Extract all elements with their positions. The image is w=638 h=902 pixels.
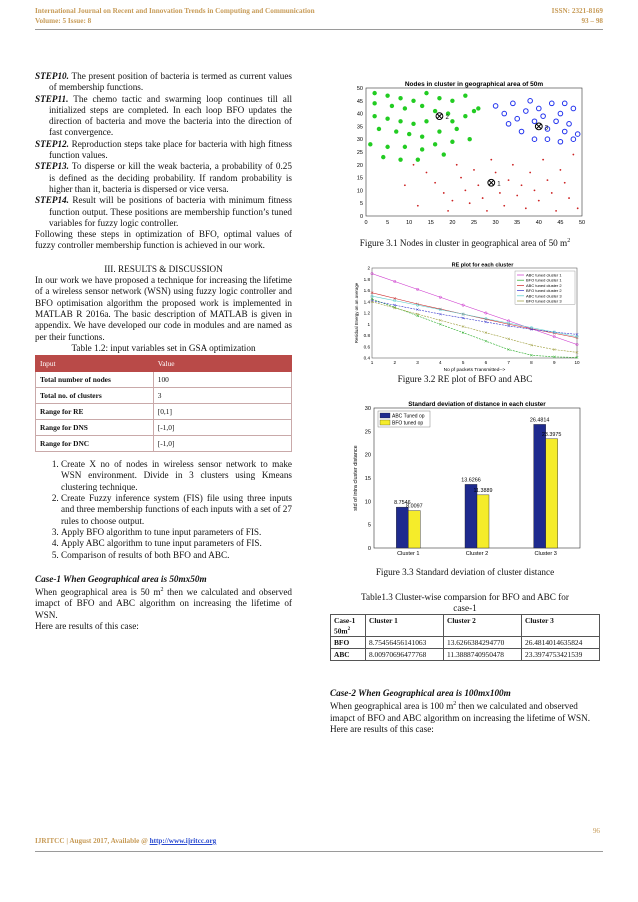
y-tick-label: 15 <box>356 175 363 182</box>
x-tick-label: 0 <box>364 220 368 226</box>
data-point <box>426 172 428 174</box>
data-point <box>424 91 428 95</box>
following-paragraph: Following these steps in optimization of BFO, optimal values of fuzzy controller membership function is achieved in our work. <box>35 229 292 251</box>
bar-chart <box>348 398 588 558</box>
figure-3-1-caption <box>330 238 600 248</box>
step-text: Reproduction steps take place for bacteria with high fitness function values. <box>49 138 292 161</box>
data-point <box>469 202 471 204</box>
data-point <box>486 210 488 212</box>
y-tick-label: 1.8 <box>363 276 370 282</box>
y-tick-label: 15 <box>364 476 371 482</box>
y-tick-label: 5 <box>367 522 371 529</box>
volume-issue: Volume: 5 Issue: 8 <box>35 17 92 25</box>
table-cell: 26.4814014635824 <box>522 637 600 649</box>
table-cell: 13.6266384294770 <box>444 637 522 649</box>
figure-3-2-caption: Figure 3.2 RE plot of BFO and ABC <box>397 374 533 384</box>
data-label: 23.3975 <box>541 431 562 438</box>
data-point <box>499 192 501 194</box>
y-tick-label: 30 <box>364 406 371 412</box>
data-point <box>450 140 454 144</box>
data-point <box>437 129 441 133</box>
table2-wrap <box>330 614 600 661</box>
x-tick-label: 35 <box>514 220 521 226</box>
y-tick-label: 0.6 <box>363 344 370 350</box>
data-point <box>534 190 536 192</box>
running-header <box>35 7 603 15</box>
table-cell: 3 <box>153 388 291 404</box>
table-header-cell: Cluster 2 <box>444 615 522 637</box>
legend-swatch <box>380 413 390 418</box>
y-tick-label: 50 <box>356 86 363 92</box>
data-point <box>460 177 462 179</box>
case2-heading: Case-2 When Geographical area is 100mx100m <box>330 688 511 698</box>
x-tick-label: 6 <box>484 360 488 365</box>
step-item <box>35 94 292 139</box>
data-label: 11.3889 <box>473 487 493 494</box>
data-point <box>473 169 475 171</box>
case-area: 50m <box>334 626 348 636</box>
x-tick-label: 7 <box>507 360 510 365</box>
data-point <box>568 197 570 199</box>
data-point <box>503 205 505 207</box>
table-row <box>331 649 600 661</box>
case1-text: When geographical area is 50 m <box>35 587 161 598</box>
input-variables-table <box>35 355 292 452</box>
table-header-row <box>331 615 600 637</box>
step-item <box>35 71 292 94</box>
data-point <box>403 145 407 149</box>
case2-text: When geographical area is 100 m <box>330 701 454 712</box>
y-tick-label: 1.6 <box>363 288 370 294</box>
figure-3-3 <box>348 398 588 558</box>
data-point <box>443 192 445 194</box>
table-cell: Total no. of clusters <box>36 388 154 404</box>
data-point <box>452 200 454 202</box>
page-range: 93 – 98 <box>581 17 603 25</box>
data-point <box>560 169 562 171</box>
case2-results-intro: Here are results of this case: <box>330 723 434 734</box>
x-tick-label: 25 <box>470 220 478 226</box>
y-tick-label: 25 <box>364 429 371 436</box>
step-item <box>35 195 292 229</box>
legend-swatch <box>380 420 390 425</box>
y-tick-label: 0 <box>367 546 371 552</box>
data-point <box>450 119 454 123</box>
table-row <box>36 436 292 452</box>
table1-caption: Table 1.2: input variables set in GSA optimization <box>71 342 256 353</box>
step-label: STEP11. <box>35 93 69 104</box>
case1-results-intro: Here are results of this case: <box>35 621 139 632</box>
table-row <box>331 637 600 649</box>
x-tick-label: 5 <box>461 360 465 365</box>
x-tick-label: 2 <box>393 360 397 365</box>
data-point <box>385 93 389 97</box>
footer-text: IJRITCC | August 2017, Available @ <box>35 837 150 845</box>
table-header-cell <box>331 615 366 637</box>
x-tick-label: 40 <box>535 220 542 226</box>
y-tick-label: 40 <box>356 111 363 118</box>
footer-rule <box>35 851 603 852</box>
data-point <box>385 117 389 121</box>
data-point <box>516 195 518 197</box>
data-point <box>572 154 574 156</box>
x-tick-label: 10 <box>406 220 413 226</box>
section-heading: III. RESULTS & DISCUSSION <box>104 263 223 274</box>
list-item: 3. Apply BFO algorithm to tune input parameters of FIS. <box>61 527 292 538</box>
table-header-cell: Input <box>36 356 154 372</box>
case1-paragraph <box>35 585 292 621</box>
y-tick-label: 2 <box>367 265 370 271</box>
procedure-list <box>35 459 292 561</box>
data-point <box>417 205 419 207</box>
x-tick-label: 8 <box>530 360 533 365</box>
data-point <box>447 210 449 212</box>
list-item: 1. Create X no of nodes in wireless sensor network to make WSN environment. Divide in 3 clusters using Kmeans clustering technique. <box>61 459 292 493</box>
case1-text-cont: then we calculated and observed imapct of BFO and ABC algorithm on increasing the lifetime of WSN. <box>35 587 292 620</box>
figure-3-2 <box>352 260 584 372</box>
data-point <box>463 93 467 97</box>
legend-label: BFO tuned cluster 3 <box>526 298 562 304</box>
superscript: 2 <box>453 701 457 708</box>
bar <box>465 484 477 548</box>
table-header-cell: Cluster 1 <box>366 615 444 637</box>
data-point <box>433 109 437 113</box>
data-point <box>407 132 411 136</box>
step-text: Result will be positions of bacteria with minimum fitness function output. These positions are membership function’s tuned variables for fuzzy logic controller. <box>49 195 292 228</box>
table-row <box>36 404 292 420</box>
list-item: 5. Comparison of results of both BFO and ABC. <box>61 550 292 561</box>
data-point <box>547 179 549 181</box>
data-point <box>394 129 398 133</box>
table-cell: [-1,0] <box>153 436 291 452</box>
bar <box>546 439 558 548</box>
data-point <box>420 134 424 138</box>
legend-label: ABC Tuned op <box>392 413 425 420</box>
list-item: 4. Apply ABC algorithm to tune input parameters of FIS. <box>61 538 292 549</box>
x-tick-label: 15 <box>427 220 434 226</box>
caption-text: Figure 3.1 Nodes in cluster in geographical area of 50 m <box>359 238 568 249</box>
bar <box>534 424 546 548</box>
legend-label: ABC tuned cluster 2 <box>526 282 562 288</box>
data-point <box>476 106 480 110</box>
x-tick-label: 5 <box>386 220 390 226</box>
y-tick-label: 35 <box>356 124 363 131</box>
superscript: 2 <box>347 627 351 632</box>
step-label: STEP13. <box>35 161 69 172</box>
x-tick-label: 10 <box>574 360 580 365</box>
data-point <box>495 172 497 174</box>
data-point <box>525 207 527 209</box>
data-point <box>437 96 441 100</box>
data-point <box>577 207 579 209</box>
table-cell: BFO <box>331 637 366 649</box>
step-text: The chemo tactic and swarming loop continues till all initialized steps are completed. In each loop BFO updates the direction of bacteria and move the bacteria into the direction of fast convergence. <box>49 93 292 138</box>
step-text: To disperse or kill the weak bacteria, a probability of 0.25 is defined as the deciding probability. If random probability is higher than it, bacteria is dispersed or vice versa. <box>49 161 292 194</box>
table-cell: 8.00970696477768 <box>366 649 444 661</box>
x-tick-label: Cluster 2 <box>465 551 489 557</box>
data-point <box>456 164 458 166</box>
legend-label: BFO tuned op <box>392 420 424 427</box>
case-label: Case-1 <box>334 616 356 625</box>
chart-title: Nodes in cluster in geographical area of 50m <box>404 81 544 88</box>
data-point <box>555 210 557 212</box>
data-point <box>385 145 389 149</box>
y-tick-label: 10 <box>364 499 371 506</box>
legend-label: ABC tuned cluster 1 <box>526 272 562 278</box>
legend-label: ABC tuned cluster 3 <box>526 293 562 299</box>
data-point <box>434 182 436 184</box>
y-tick-label: 20 <box>356 162 363 169</box>
table-row <box>36 420 292 436</box>
table-cell: 100 <box>153 372 291 388</box>
journal-name: International Journal on Recent and Innovation Trends in Computing and Communication <box>35 7 315 15</box>
x-tick-label: 50 <box>578 220 586 226</box>
y-tick-label: 1.2 <box>363 310 370 316</box>
data-point <box>403 106 407 110</box>
data-point <box>521 184 523 186</box>
y-tick-label: 25 <box>356 150 363 156</box>
data-point <box>508 179 510 181</box>
legend-label: BFO tuned cluster 2 <box>526 288 562 294</box>
data-point <box>404 184 406 186</box>
x-axis-label: No pf packets Transmitted--> <box>443 368 506 372</box>
figure-3-1 <box>340 78 590 238</box>
data-point <box>542 159 544 161</box>
data-point <box>564 182 566 184</box>
data-label: 8.0097 <box>406 503 423 510</box>
table-cell: ABC <box>331 649 366 661</box>
data-point <box>411 99 415 103</box>
y-tick-label: 30 <box>356 137 363 144</box>
superscript: 2 <box>567 238 571 244</box>
y-tick-label: 0 <box>359 214 363 220</box>
table-row <box>36 372 292 388</box>
data-point <box>413 164 415 166</box>
issn: ISSN: 2321-8169 <box>551 7 603 15</box>
y-tick-label: 45 <box>356 98 363 105</box>
data-point <box>490 159 492 161</box>
cluster-head-label: 1 <box>497 181 501 188</box>
y-tick-label: 0.4 <box>363 355 370 361</box>
y-tick-label: 0.8 <box>363 333 370 339</box>
results-paragraph: In our work we have proposed a technique for increasing the lifetime of a wireless sensor network (WSN) using fuzzy logic controller and BFO optimisation algorithm the proposed work is implemented in MATLAB R 2016a. The basic description of MATLAB is given in appendix. We have developed our code in modules and are named as per their functions. <box>35 275 292 342</box>
data-point <box>390 104 394 108</box>
line-chart <box>352 260 584 372</box>
x-tick-label: Cluster 3 <box>534 551 557 557</box>
y-tick-label: 1.4 <box>363 299 370 305</box>
cluster-comparison-table <box>330 614 600 661</box>
cluster-head-label: 3 <box>544 125 549 132</box>
chart-title: Standard deviation of distance in each cluster <box>408 401 546 408</box>
chart-title: RE plot for each cluster <box>451 262 514 269</box>
data-point <box>477 184 479 186</box>
page-number: 96 <box>592 827 600 835</box>
step-label: STEP14. <box>35 195 69 206</box>
bar <box>408 511 420 548</box>
data-point <box>455 127 459 131</box>
data-label: 26.4814 <box>529 417 550 424</box>
data-point <box>372 114 376 118</box>
y-tick-label: 10 <box>356 188 363 195</box>
x-tick-label: 20 <box>449 220 456 226</box>
data-point <box>424 119 428 123</box>
data-label: 8.7546 <box>394 500 411 507</box>
data-point <box>420 147 424 151</box>
data-point <box>450 99 454 103</box>
y-tick-label: 5 <box>359 201 363 208</box>
data-point <box>464 190 466 192</box>
steps-list <box>35 71 292 229</box>
x-tick-label: 45 <box>557 220 564 226</box>
step-label: STEP10. <box>35 71 69 81</box>
data-point <box>381 155 385 159</box>
table-cell: Range for RE <box>36 404 154 420</box>
data-point <box>398 96 402 100</box>
data-point <box>472 109 476 113</box>
y-tick-label: 1 <box>367 321 370 327</box>
data-point <box>372 101 376 105</box>
list-item: 2. Create Fuzzy inference system (FIS) file using three inputs and three membership functions of each inputs with a set of 27 rules to choose output. <box>61 493 292 527</box>
data-point <box>368 142 372 146</box>
x-tick-label: 4 <box>439 360 442 365</box>
running-header-line2 <box>35 17 603 25</box>
table-header-cell: Cluster 3 <box>522 615 600 637</box>
table-cell: [-1,0] <box>153 420 291 436</box>
data-point <box>467 137 471 141</box>
y-axis-label: std of intra cluster distance <box>353 445 359 511</box>
data-point <box>377 127 381 131</box>
header-rule <box>35 29 603 30</box>
y-axis-label: Residual Energy on an average <box>354 282 359 344</box>
case1-heading: Case-1 When Geographical area is 50mx50m <box>35 573 207 584</box>
table-cell: Total number of nodes <box>36 372 154 388</box>
footer <box>35 837 216 845</box>
table-cell: 8.75456456141063 <box>366 637 444 649</box>
x-tick-label: 30 <box>492 220 499 226</box>
step-item <box>35 139 292 162</box>
data-point <box>416 157 420 161</box>
data-point <box>420 104 424 108</box>
table2-caption: Table1.3 Cluster-wise comparsion for BFO and ABC for case-1 <box>361 592 569 613</box>
footer-link[interactable]: http://www.ijritcc.org <box>149 837 217 845</box>
step-label: STEP12. <box>35 138 69 149</box>
table-header-cell: Value <box>153 356 291 372</box>
data-point <box>512 164 514 166</box>
data-point <box>482 197 484 199</box>
plot-area <box>366 88 582 216</box>
x-tick-label: 3 <box>416 360 419 365</box>
table-cell: 23.3974753421539 <box>522 649 600 661</box>
data-point <box>433 142 437 146</box>
left-column <box>35 71 292 632</box>
data-point <box>411 122 415 126</box>
case2-text-cont: then we calculated and observed imapct of BFO and ABC algorithm on increasing the lifetime of WSN. <box>330 701 591 723</box>
table-row <box>36 388 292 404</box>
legend-label: BFO tuned cluster 1 <box>526 277 562 283</box>
data-point <box>538 200 540 202</box>
data-point <box>398 157 402 161</box>
data-point <box>442 152 446 156</box>
step-text: The present position of bacteria is termed as current values of membership functions. <box>49 71 292 93</box>
y-tick-label: 20 <box>364 452 371 459</box>
bar <box>396 507 408 548</box>
data-point <box>551 192 553 194</box>
x-tick-label: 1 <box>370 360 374 365</box>
data-label: 13.6266 <box>461 477 481 484</box>
data-point <box>529 172 531 174</box>
cluster-head-label: 2 <box>445 115 449 122</box>
data-point <box>463 114 467 118</box>
bar <box>477 495 489 548</box>
table-cell: Range for DNS <box>36 420 154 436</box>
figure-3-3-caption: Figure 3.3 Standard deviation of cluster distance <box>375 567 555 577</box>
data-point <box>398 119 402 123</box>
x-tick-label: Cluster 1 <box>397 551 420 557</box>
data-point <box>372 91 376 95</box>
case2-block <box>330 688 600 735</box>
x-tick-label: 9 <box>552 360 556 365</box>
superscript: 2 <box>160 587 164 594</box>
table-cell: [0,1] <box>153 404 291 420</box>
table-header-row <box>36 356 292 372</box>
scatter-chart <box>340 78 590 238</box>
table-cell: Range for DNC <box>36 436 154 452</box>
case2-paragraph <box>330 699 600 724</box>
table-cell: 11.3888740950478 <box>444 649 522 661</box>
step-item <box>35 161 292 195</box>
